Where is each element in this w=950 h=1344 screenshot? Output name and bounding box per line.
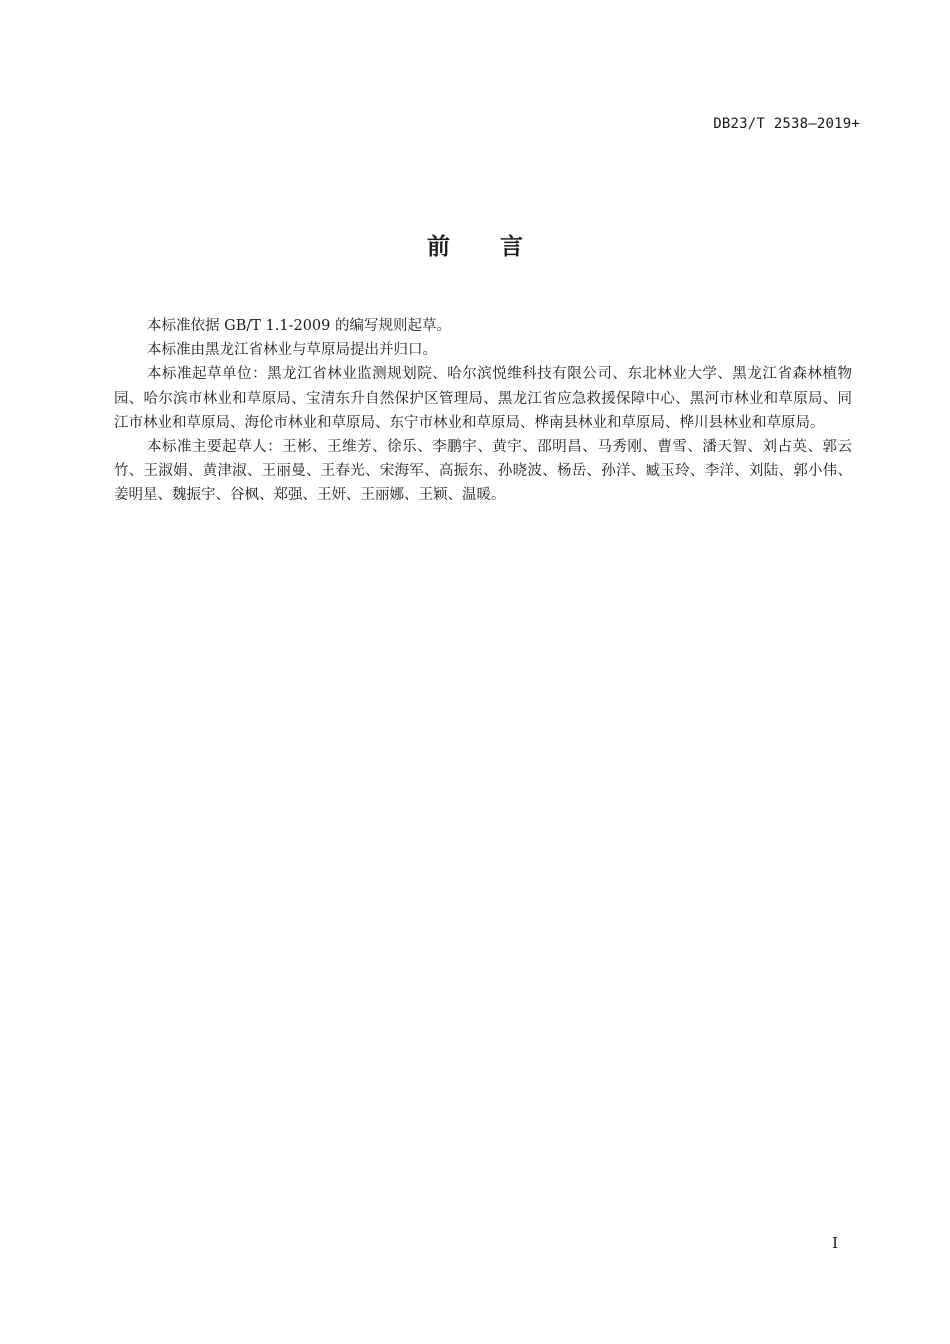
title-char-2: 言 <box>500 234 523 260</box>
page-number: I <box>832 1234 838 1252</box>
paragraph-proposer: 本标准由黑龙江省林业与草原局提出并归口。 <box>147 342 437 359</box>
page-title <box>0 228 950 261</box>
document-code: DB23/T 2538—2019+ <box>713 116 860 132</box>
foreword-body <box>114 314 852 508</box>
paragraph-drafting-rules: 本标准依据 GB/T 1.1-2009 的编写规则起草。 <box>147 318 451 334</box>
title-char-1: 前 <box>427 234 450 260</box>
paragraph-drafters: 本标准主要起草人：王彬、王维芳、徐乐、李鹏宇、黄宇、邵明昌、马秀刚、曹雪、潘天智、刘占英、郭云竹、王淑娟、黄津淑、王丽曼、王春光、宋海军、高振东、孙晓波、杨岳、孙洋、臧玉玲、李洋、刘陆、郭小伟、姜明星、魏振宇、谷枫、郑强、王妍、王丽娜、王颖、温暖。 <box>114 439 852 504</box>
paragraph-drafting-units: 本标准起草单位：黑龙江省林业监测规划院、哈尔滨悦维科技有限公司、东北林业大学、黑龙江省森林植物园、哈尔滨市林业和草原局、宝清东升自然保护区管理局、黑龙江省应急救援保障中心、黑河市林业和草原局、同江市林业和草原局、海伦市林业和草原局、东宁市林业和草原局、桦南县林业和草原局、桦川县林业和草原局。 <box>114 366 852 431</box>
